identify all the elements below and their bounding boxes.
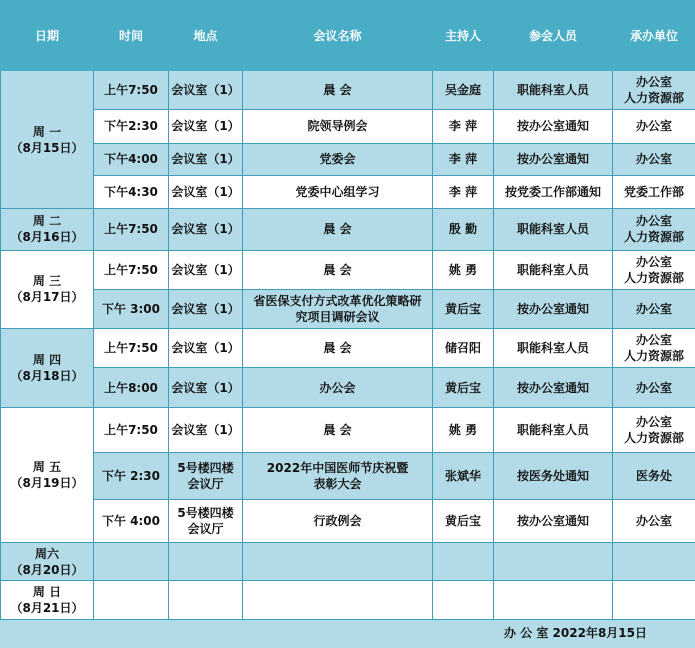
host-cell: 黄后宝 xyxy=(433,368,494,407)
organizer-cell: 医务处 xyxy=(613,453,695,499)
table-row xyxy=(1,542,695,580)
place-cell: 5号楼四楼 会议厅 xyxy=(169,453,243,499)
attendees-cell: 职能科室人员 xyxy=(494,329,613,368)
table-row xyxy=(1,329,695,368)
day-label: 周 一 （8月15日） xyxy=(1,71,94,209)
organizer-cell: 办公室 人力资源部 xyxy=(613,209,695,250)
time-cell: 上午7:50 xyxy=(94,407,169,452)
day-label: 周 二 （8月16日） xyxy=(1,209,94,250)
host-cell: 黄后宝 xyxy=(433,289,494,328)
place-cell: 会议室（1） xyxy=(169,209,243,250)
time-cell: 下午 2:30 xyxy=(94,453,169,499)
meeting-cell: 晨 会 xyxy=(243,407,433,452)
meeting-cell: 行政例会 xyxy=(243,499,433,542)
organizer-cell: 办公室 xyxy=(613,499,695,542)
organizer-cell: 办公室 人力资源部 xyxy=(613,407,695,452)
meeting-cell: 2022年中国医师节庆祝暨 表彰大会 xyxy=(243,453,433,499)
header-time: 时间 xyxy=(94,1,169,71)
table-row xyxy=(1,175,695,208)
header-host: 主持人 xyxy=(433,1,494,71)
time-cell: 上午7:50 xyxy=(94,329,169,368)
attendees-cell: 职能科室人员 xyxy=(494,71,613,110)
attendees-cell: 按办公室通知 xyxy=(494,289,613,328)
host-cell: 姚 勇 xyxy=(433,407,494,452)
time-cell xyxy=(94,542,169,580)
organizer-cell: 办公室 人力资源部 xyxy=(613,329,695,368)
day-label: 周六 （8月20日） xyxy=(1,542,94,580)
table-row xyxy=(1,143,695,175)
header-organizer: 承办单位 xyxy=(613,1,695,71)
time-cell: 上午7:50 xyxy=(94,71,169,110)
host-cell: 张斌华 xyxy=(433,453,494,499)
attendees-cell: 按办公室通知 xyxy=(494,499,613,542)
meeting-cell: 省医保支付方式改革优化策略研 究项目调研会议 xyxy=(243,289,433,328)
table-row xyxy=(1,499,695,542)
attendees-cell xyxy=(494,542,613,580)
organizer-cell: 办公室 xyxy=(613,368,695,407)
meeting-cell: 办公会 xyxy=(243,368,433,407)
header-place: 地点 xyxy=(169,1,243,71)
attendees-cell: 按办公室通知 xyxy=(494,368,613,407)
table-row xyxy=(1,407,695,452)
meeting-cell: 晨 会 xyxy=(243,71,433,110)
time-cell: 上午7:50 xyxy=(94,250,169,289)
host-cell: 储召阳 xyxy=(433,329,494,368)
meeting-cell: 党委中心组学习 xyxy=(243,175,433,208)
header-meeting: 会议名称 xyxy=(243,1,433,71)
table-row xyxy=(1,368,695,407)
place-cell: 会议室（1） xyxy=(169,250,243,289)
organizer-cell: 办公室 xyxy=(613,289,695,328)
attendees-cell: 职能科室人员 xyxy=(494,407,613,452)
place-cell: 5号楼四楼 会议厅 xyxy=(169,499,243,542)
organizer-cell xyxy=(613,542,695,580)
place-cell: 会议室（1） xyxy=(169,407,243,452)
meeting-cell: 晨 会 xyxy=(243,329,433,368)
time-cell: 下午 4:00 xyxy=(94,499,169,542)
host-cell xyxy=(433,581,494,619)
host-cell xyxy=(433,542,494,580)
meeting-cell xyxy=(243,542,433,580)
table-row xyxy=(1,71,695,110)
header-attendees: 参会人员 xyxy=(494,1,613,71)
meeting-cell: 晨 会 xyxy=(243,209,433,250)
meeting-cell: 党委会 xyxy=(243,143,433,175)
table-row xyxy=(1,581,695,619)
time-cell xyxy=(94,581,169,619)
meeting-cell: 院领导例会 xyxy=(243,110,433,143)
organizer-cell: 办公室 人力资源部 xyxy=(613,250,695,289)
organizer-cell: 办公室 xyxy=(613,143,695,175)
attendees-cell: 按医务处通知 xyxy=(494,453,613,499)
day-label: 周 日 （8月21日） xyxy=(1,581,94,619)
host-cell: 李 萍 xyxy=(433,110,494,143)
place-cell: 会议室（1） xyxy=(169,289,243,328)
host-cell: 殷 勤 xyxy=(433,209,494,250)
host-cell: 黄后宝 xyxy=(433,499,494,542)
footer-signature: 办 公 室 2022年8月15日 xyxy=(1,619,695,647)
place-cell xyxy=(169,581,243,619)
time-cell: 上午7:50 xyxy=(94,209,169,250)
attendees-cell: 职能科室人员 xyxy=(494,250,613,289)
host-cell: 李 萍 xyxy=(433,143,494,175)
table-row xyxy=(1,289,695,328)
day-label: 周 三 （8月17日） xyxy=(1,250,94,329)
meeting-cell: 晨 会 xyxy=(243,250,433,289)
time-cell: 上午8:00 xyxy=(94,368,169,407)
place-cell: 会议室（1） xyxy=(169,143,243,175)
place-cell: 会议室（1） xyxy=(169,71,243,110)
time-cell: 下午 3:00 xyxy=(94,289,169,328)
host-cell: 李 萍 xyxy=(433,175,494,208)
organizer-cell: 党委工作部 xyxy=(613,175,695,208)
day-label: 周 四 （8月18日） xyxy=(1,329,94,408)
organizer-cell: 办公室 人力资源部 xyxy=(613,71,695,110)
host-cell: 姚 勇 xyxy=(433,250,494,289)
organizer-cell xyxy=(613,581,695,619)
table-row xyxy=(1,110,695,143)
place-cell: 会议室（1） xyxy=(169,329,243,368)
time-cell: 下午4:30 xyxy=(94,175,169,208)
time-cell: 下午2:30 xyxy=(94,110,169,143)
attendees-cell: 按办公室通知 xyxy=(494,110,613,143)
attendees-cell: 按办公室通知 xyxy=(494,143,613,175)
attendees-cell xyxy=(494,581,613,619)
footer-row xyxy=(1,619,695,647)
table-row xyxy=(1,453,695,499)
day-label: 周 五 （8月19日） xyxy=(1,407,94,542)
table-row xyxy=(1,250,695,289)
attendees-cell: 职能科室人员 xyxy=(494,209,613,250)
meeting-cell xyxy=(243,581,433,619)
organizer-cell: 办公室 xyxy=(613,110,695,143)
place-cell: 会议室（1） xyxy=(169,368,243,407)
header-date: 日期 xyxy=(1,1,94,71)
attendees-cell: 按党委工作部通知 xyxy=(494,175,613,208)
place-cell xyxy=(169,542,243,580)
place-cell: 会议室（1） xyxy=(169,110,243,143)
place-cell: 会议室（1） xyxy=(169,175,243,208)
host-cell: 吴金庭 xyxy=(433,71,494,110)
table-row xyxy=(1,209,695,250)
time-cell: 下午4:00 xyxy=(94,143,169,175)
header-row xyxy=(1,1,695,71)
